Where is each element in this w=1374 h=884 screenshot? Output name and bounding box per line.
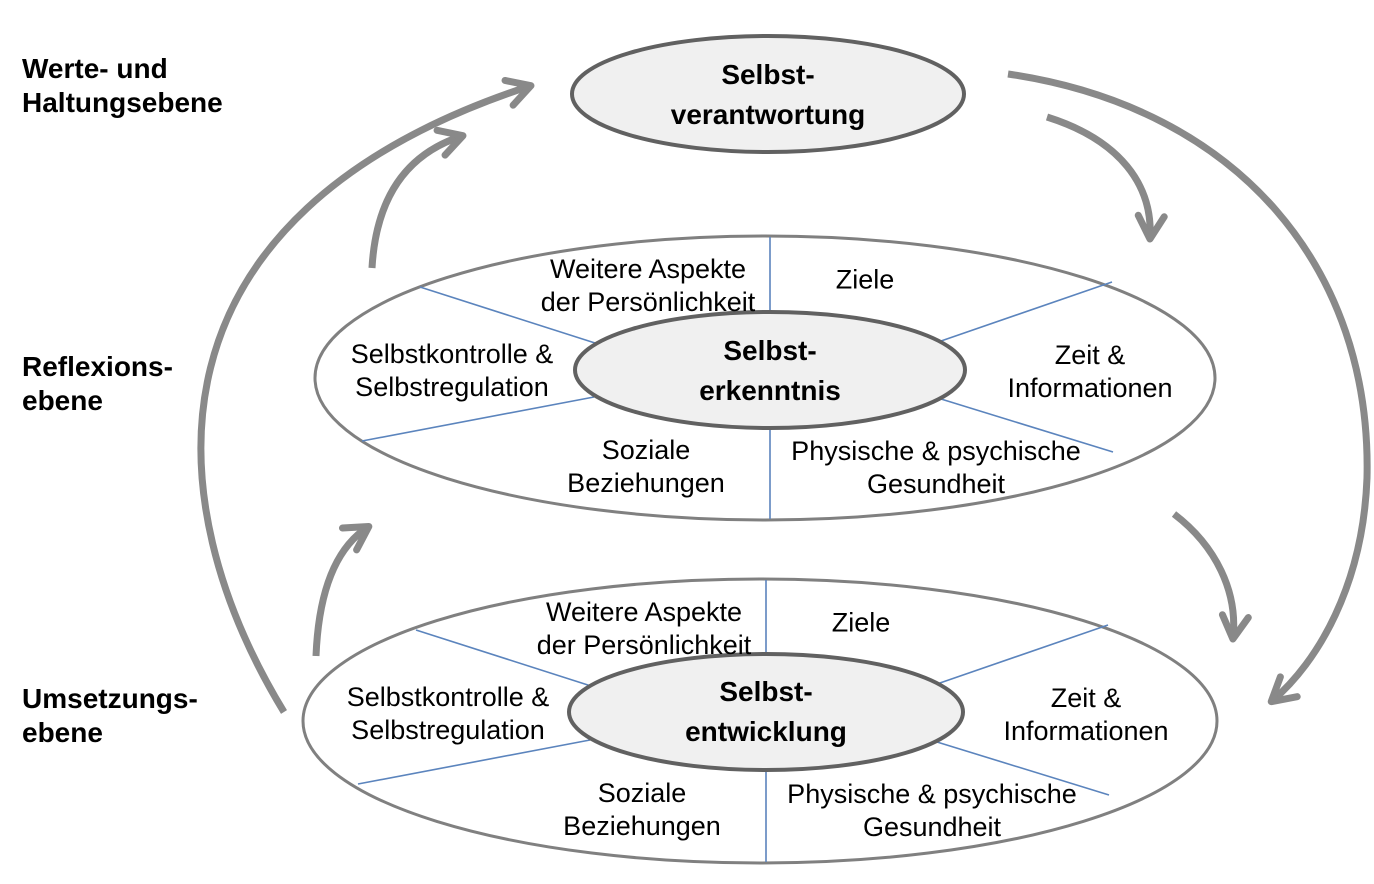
segment-line: Soziale	[601, 435, 691, 465]
level-label-line: Umsetzungs-	[22, 683, 198, 714]
segment-label-time-info	[1007, 339, 1172, 405]
segment-line: Beziehungen	[567, 468, 725, 498]
segment-line: Gesundheit	[866, 469, 1006, 499]
label-line: entwicklung	[685, 716, 847, 747]
level-label-line: ebene	[22, 385, 103, 416]
level-label-line: Werte- und	[22, 53, 168, 84]
segment-line: Ziele	[831, 607, 891, 638]
segment-label-social	[563, 777, 721, 843]
self-knowledge-label	[699, 331, 841, 411]
arrow-values-to-reflection-icon	[1047, 117, 1150, 238]
arrow-implementation-to-reflection-icon	[316, 527, 368, 656]
segment-label-social	[567, 434, 725, 500]
label-line: Selbst-	[723, 335, 817, 366]
segment-label-self-control	[351, 338, 554, 404]
segment-line: Informationen	[1003, 716, 1169, 746]
segment-line: der Persönlichkeit	[540, 287, 756, 317]
segment-line: Selbstregulation	[355, 372, 549, 402]
segment-line: Selbstkontrolle &	[350, 339, 554, 369]
segment-label-goals	[832, 607, 891, 640]
segment-label-self-control	[347, 681, 550, 747]
segment-line: Informationen	[1007, 373, 1173, 403]
segment-line: Physische & psychische	[787, 779, 1077, 809]
label-line: Selbst-	[721, 59, 815, 90]
level-label-values	[22, 52, 223, 120]
segment-label-health	[791, 435, 1081, 501]
segment-label-goals	[836, 264, 895, 297]
segment-label-personality	[537, 596, 752, 662]
arrow-reflection-to-implementation-icon	[1174, 514, 1234, 638]
segment-line: Gesundheit	[862, 812, 1002, 842]
segment-line: Selbstregulation	[351, 715, 545, 745]
level-label-line: Reflexions-	[22, 351, 173, 382]
segment-line: Physische & psychische	[791, 436, 1081, 466]
level-label-line: Haltungsebene	[22, 87, 223, 118]
level-label-line: ebene	[22, 717, 103, 748]
segment-label-time-info	[1003, 682, 1168, 748]
segment-line: Soziale	[597, 778, 687, 808]
label-line: Selbst-	[719, 676, 813, 707]
segment-line: Zeit &	[1054, 340, 1126, 370]
label-line: verantwortung	[670, 99, 866, 130]
segment-label-personality	[541, 253, 756, 319]
level-label-implementation	[22, 682, 198, 750]
segment-line: Weitere Aspekte	[549, 254, 747, 284]
label-line: erkenntnis	[699, 375, 841, 406]
segment-line: Beziehungen	[563, 811, 721, 841]
segment-line: Ziele	[835, 264, 895, 295]
segment-line: der Persönlichkeit	[536, 630, 752, 660]
self-responsibility-label	[671, 55, 865, 135]
arrow-reflection-to-values-icon	[372, 136, 462, 268]
segment-line: Selbstkontrolle &	[346, 682, 550, 712]
segment-line: Weitere Aspekte	[545, 597, 743, 627]
level-label-reflection	[22, 350, 173, 418]
self-development-label	[685, 672, 847, 752]
segment-line: Zeit &	[1050, 683, 1122, 713]
segment-label-health	[787, 778, 1077, 844]
